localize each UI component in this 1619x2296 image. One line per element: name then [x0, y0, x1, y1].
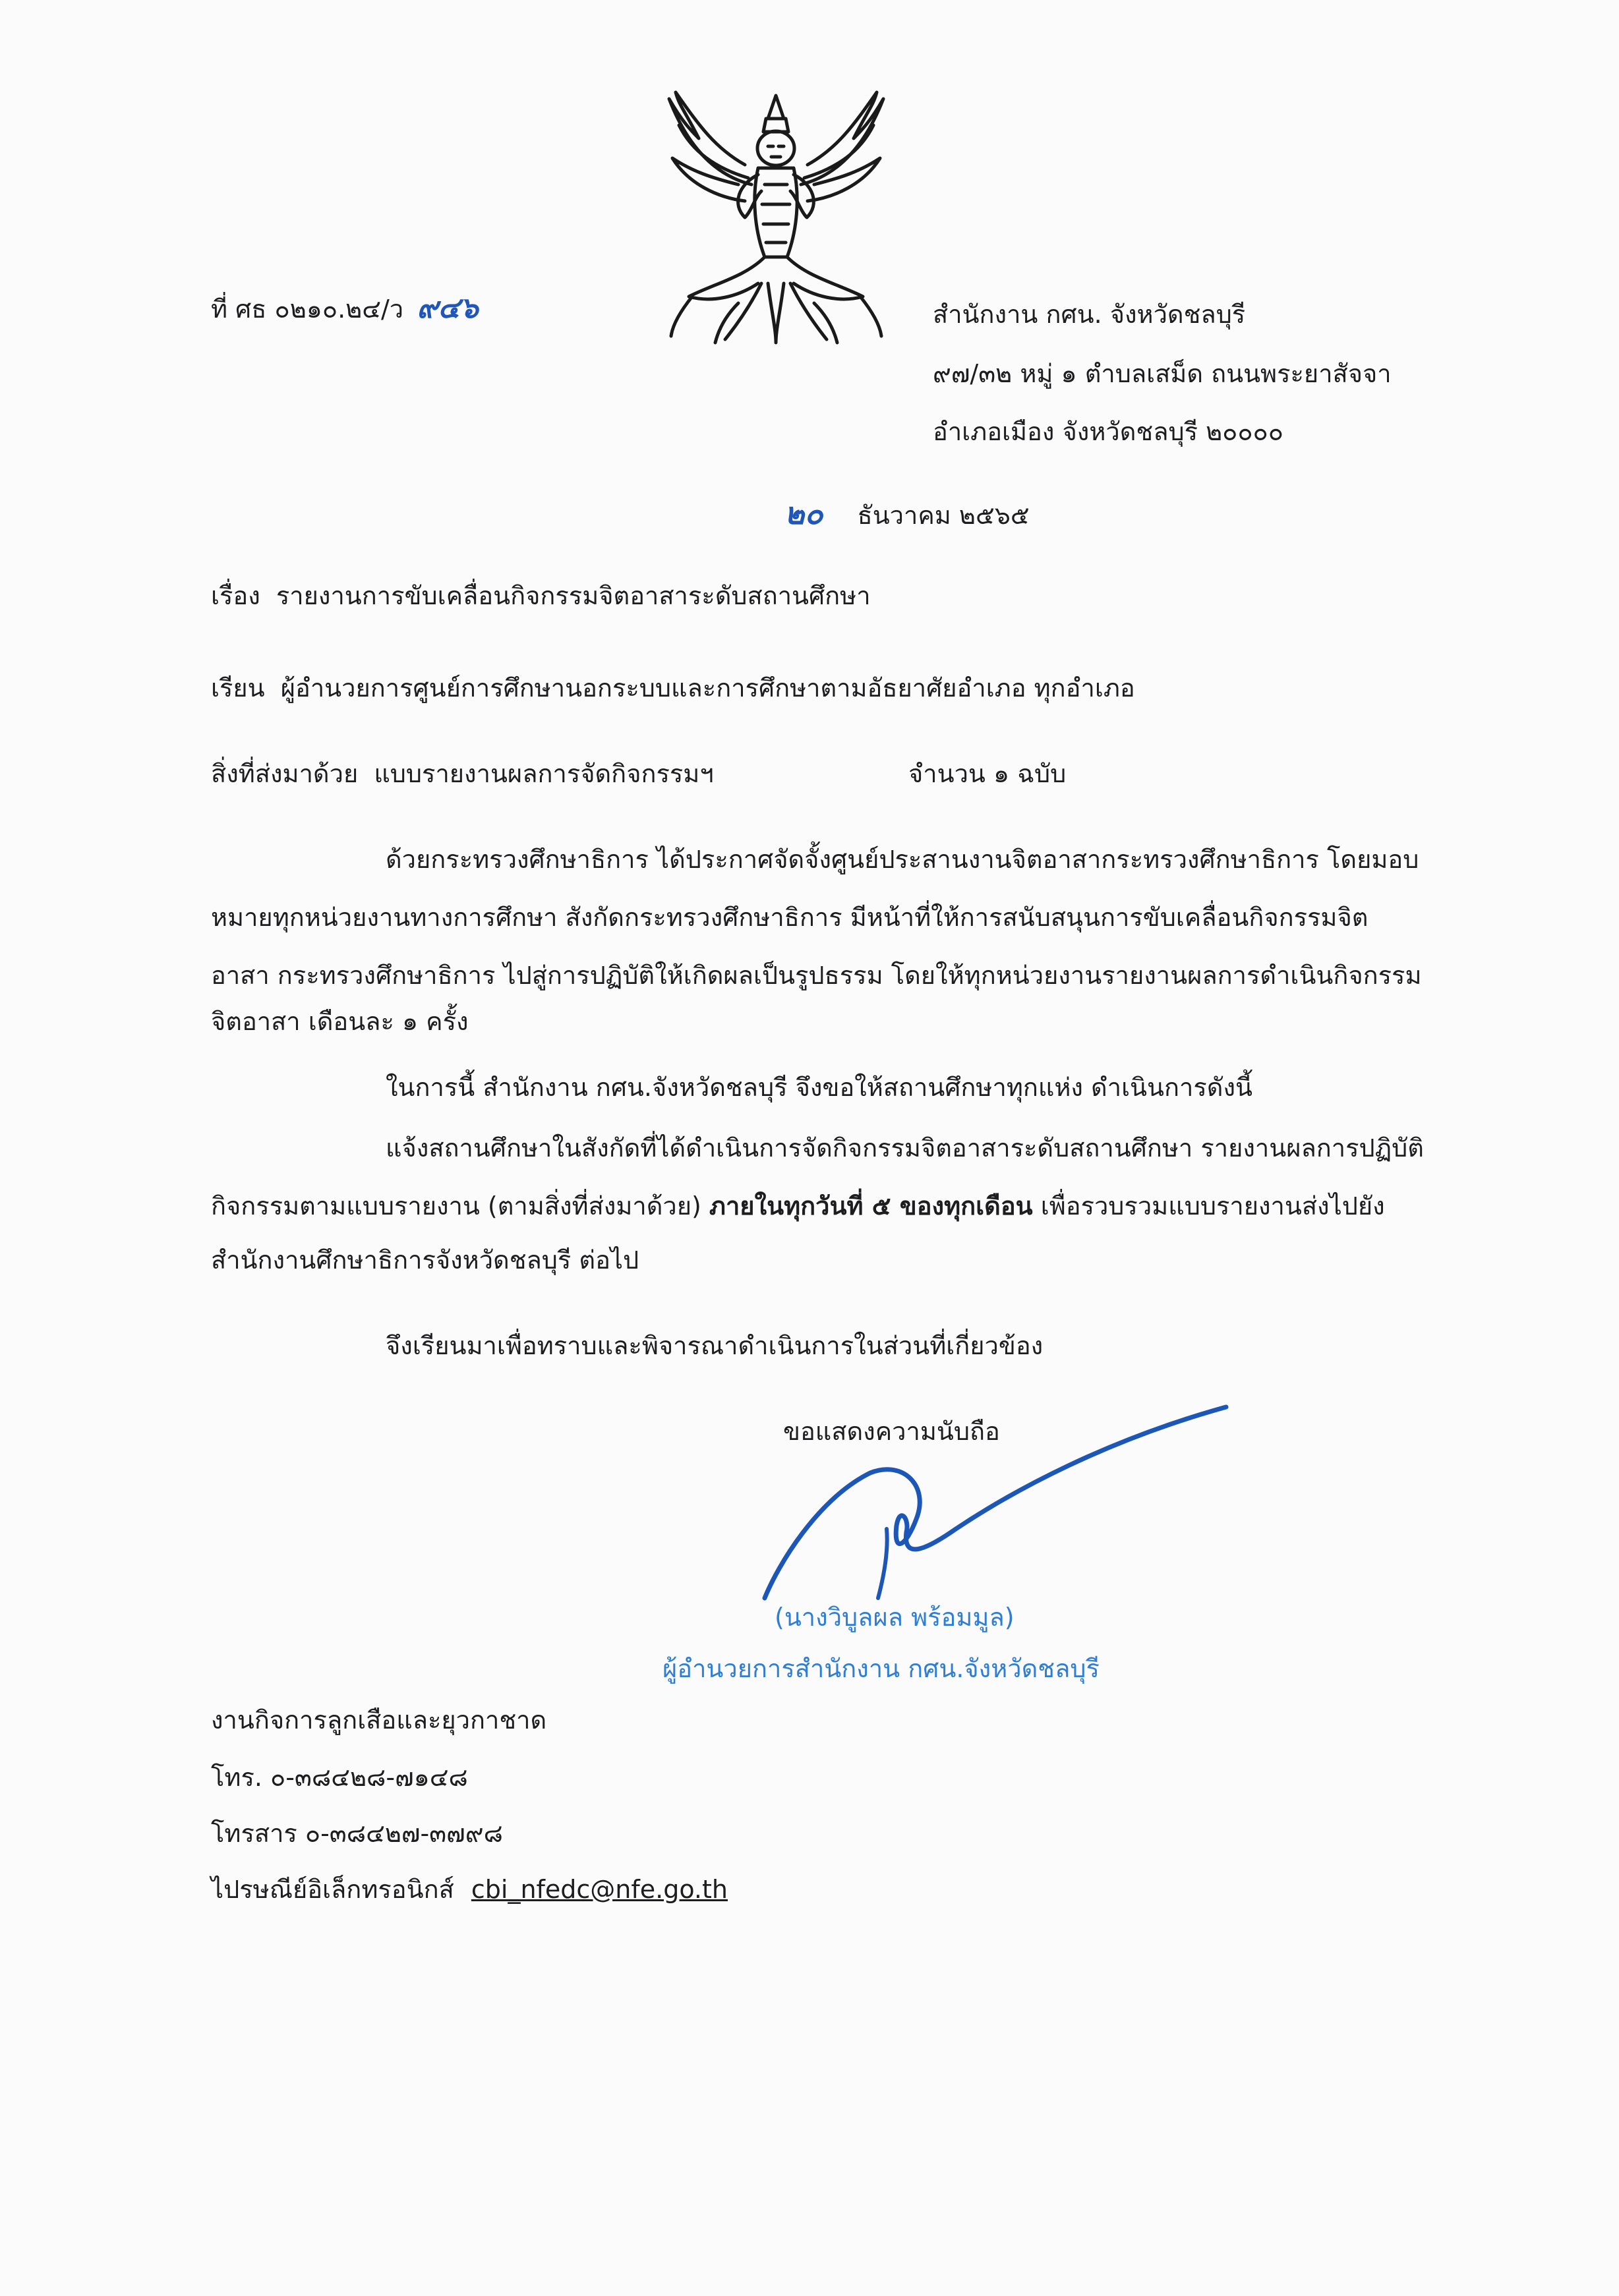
handwritten-signature	[738, 1400, 1239, 1618]
date-month-year: ธันวาคม ๒๕๖๕	[857, 501, 1030, 530]
paragraph3-deadline: ภายในทุกวันที่ ๕ ของทุกเดือน	[709, 1191, 1033, 1220]
subject-text: รายงานการขับเคลื่อนกิจกรรมจิตอาสาระดับสถานศึกษา	[276, 581, 871, 610]
office-address-line2: อำเภอเมือง จังหวัดชลบุรี ๒๐๐๐๐	[933, 417, 1283, 446]
paragraph2: ในการนี้ สำนักงาน กศน.จังหวัดชลบุรี จึงขอให้สถานศึกษาทุกแห่ง ดำเนินการดังนี้	[386, 1073, 1252, 1102]
reference-label: ที่ ศธ ๐๒๑๐.๒๔/ว	[211, 295, 404, 324]
contact-fax: โทรสาร ๐-๓๘๔๒๗-๓๗๙๘	[211, 1819, 503, 1848]
subject-line	[211, 581, 871, 612]
recipient-text: ผู้อำนวยการศูนย์การศึกษานอกระบบและการศึกษาตามอัธยาศัยอำเภอ ทุกอำเภอ	[280, 674, 1135, 703]
signer-title: ผู้อำนวยการสำนักงาน กศน.จังหวัดชลบุรี	[662, 1654, 1100, 1683]
reference-line	[211, 291, 479, 326]
signer-name: (นางวิบูลผล พร้อมมูล)	[775, 1603, 1015, 1632]
paragraph3-line2	[211, 1191, 1385, 1222]
paragraph1-line2: หมายทุกหน่วยงานทางการศึกษา สังกัดกระทรวงศึกษาธิการ มีหน้าที่ให้การสนับสนุนการขับเคลื่อนกิจกรรมจิต	[211, 903, 1369, 932]
contact-department: งานกิจการลูกเสือและยุวกาชาด	[211, 1706, 547, 1735]
reference-number: ๙๔๖	[417, 291, 479, 325]
enclosure-text: แบบรายงานผลการจัดกิจกรรมฯ	[374, 759, 714, 788]
recipient-line	[211, 674, 1135, 704]
enclosure-label: สิ่งที่ส่งมาด้วย	[211, 759, 359, 788]
date-day: ๒๐	[784, 496, 823, 531]
paragraph1-line1: ด้วยกระทรวงศึกษาธิการ ได้ประกาศจัดจั้งศูนย์ประสานงานจิตอาสากระทรวงศึกษาธิการ โดยมอบ	[386, 845, 1419, 874]
paragraph3-line1: แจ้งสถานศึกษาในสังกัดที่ได้ดำเนินการจัดกิจกรรมจิตอาสาระดับสถานศึกษา รายงานผลการปฏิบัติ	[386, 1134, 1424, 1162]
contact-email-label: ไปรษณีย์อิเล็กทรอนิกส์	[211, 1875, 454, 1904]
closing-line: จึงเรียนมาเพื่อทราบและพิจารณาดำเนินการในส่วนที่เกี่ยวข้อง	[386, 1331, 1044, 1360]
contact-email-link[interactable]: cbi_nfedc@nfe.go.th	[471, 1875, 728, 1904]
paragraph1-line4: จิตอาสา เดือนละ ๑ ครั้ง	[211, 1007, 469, 1036]
enclosure-count: จำนวน ๑ ฉบับ	[908, 759, 1067, 788]
regards-line: ขอแสดงความนับถือ	[783, 1417, 1000, 1446]
letter-date	[784, 496, 1030, 532]
paragraph3-line2-start: กิจกรรมตามแบบรายงาน (ตามสิ่งที่ส่งมาด้วย)	[211, 1191, 709, 1220]
paragraph3-line2-end: เพื่อรวบรวมแบบรายงานส่งไปยัง	[1032, 1191, 1385, 1220]
subject-label: เรื่อง	[211, 581, 260, 610]
office-name: สำนักงาน กศน. จังหวัดชลบุรี	[933, 300, 1246, 329]
paragraph1-line3: อาสา กระทรวงศึกษาธิการ ไปสู่การปฏิบัติให้เกิดผลเป็นรูปธรรม โดยให้ทุกหน่วยงานรายงานผลการดำเนินกิจกรรม	[211, 961, 1422, 990]
enclosure-line	[211, 759, 714, 789]
office-address-line1: ๙๗/๓๒ หมู่ ๑ ตำบลเสม็ด ถนนพระยาสัจจา	[933, 359, 1392, 388]
paragraph3-line3: สำนักงานศึกษาธิการจังหวัดชลบุรี ต่อไป	[211, 1246, 639, 1275]
garuda-emblem-icon	[653, 86, 900, 346]
contact-phone: โทร. ๐-๓๘๔๒๘-๗๑๔๘	[211, 1763, 468, 1792]
recipient-label: เรียน	[211, 674, 265, 703]
contact-email-line	[211, 1875, 728, 1905]
